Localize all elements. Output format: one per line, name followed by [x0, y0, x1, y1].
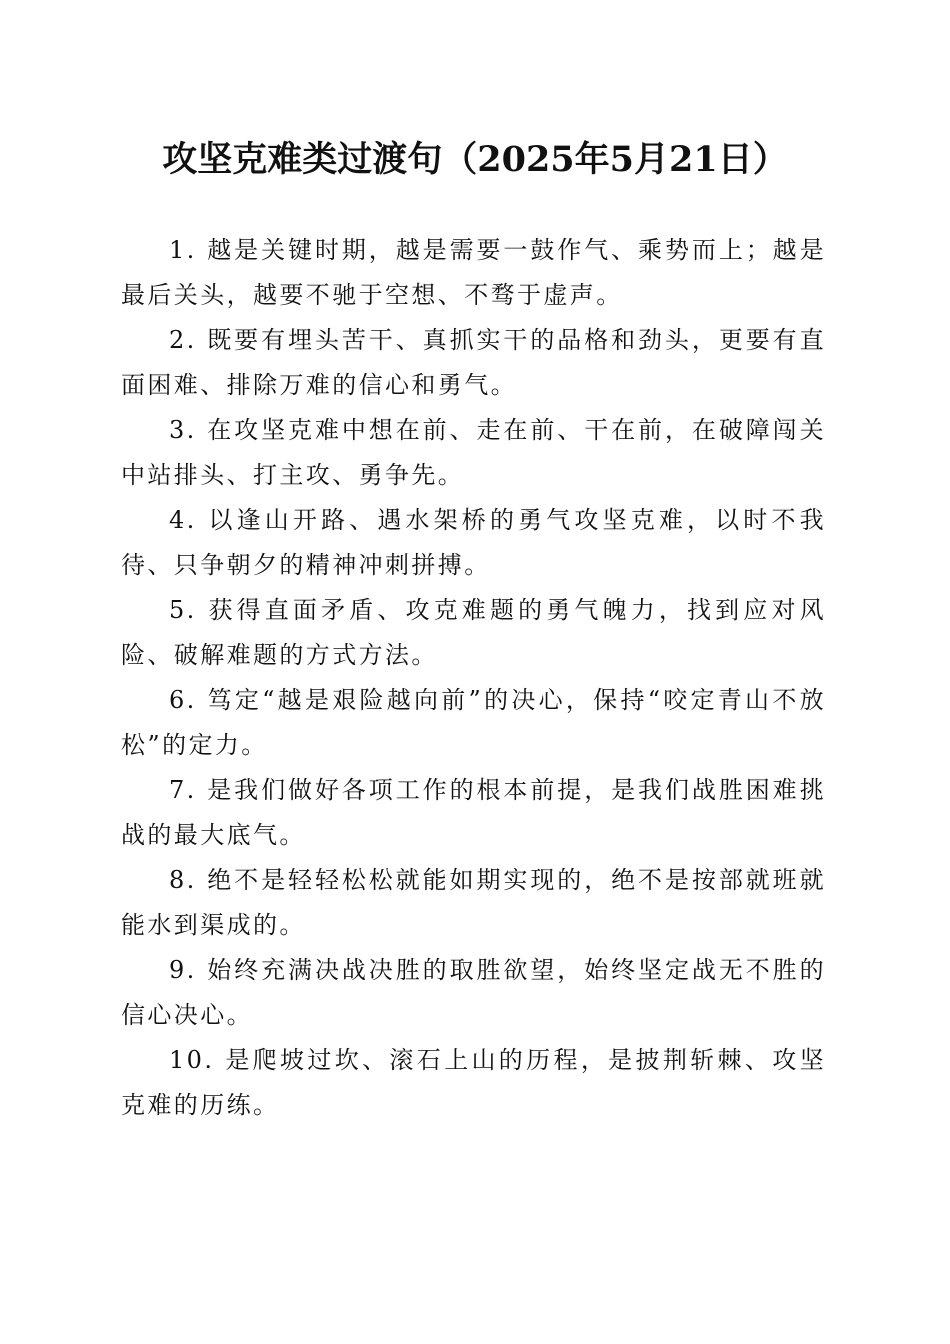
- paragraph-3: 3. 在攻坚克难中想在前、走在前、干在前，在破障闯关中站排头、打主攻、勇争先。: [121, 416, 826, 489]
- document-title: 攻坚克难类过渡句（2025年5月21日）: [162, 139, 788, 180]
- paragraph-2: 2. 既要有埋头苦干、真抓实干的品格和劲头，更要有直面困难、排除万难的信心和勇气。: [121, 326, 826, 399]
- paragraph-5: 5. 获得直面矛盾、攻克难题的勇气魄力，找到应对风险、破解难题的方式方法。: [121, 596, 826, 669]
- document-body: [121, 228, 826, 1128]
- paragraph-4: 4. 以逢山开路、遇水架桥的勇气攻坚克难，以时不我待、只争朝夕的精神冲刺拼搏。: [121, 506, 826, 579]
- paragraph-7: 7. 是我们做好各项工作的根本前提，是我们战胜困难挑战的最大底气。: [121, 776, 826, 849]
- paragraph-10: 10. 是爬坡过坎、滚石上山的历程，是披荆斩棘、攻坚克难的历练。: [121, 1046, 826, 1119]
- paragraph-9: 9. 始终充满决战决胜的取胜欲望，始终坚定战无不胜的信心决心。: [121, 956, 826, 1029]
- paragraph-8: 8. 绝不是轻轻松松就能如期实现的，绝不是按部就班就能水到渠成的。: [121, 866, 826, 939]
- paragraph-1: 1. 越是关键时期，越是需要一鼓作气、乘势而上；越是最后关头，越要不驰于空想、不骛于虚声。: [121, 236, 826, 309]
- paragraph-6: 6. 笃定“越是艰险越向前”的决心，保持“咬定青山不放松”的定力。: [121, 686, 826, 759]
